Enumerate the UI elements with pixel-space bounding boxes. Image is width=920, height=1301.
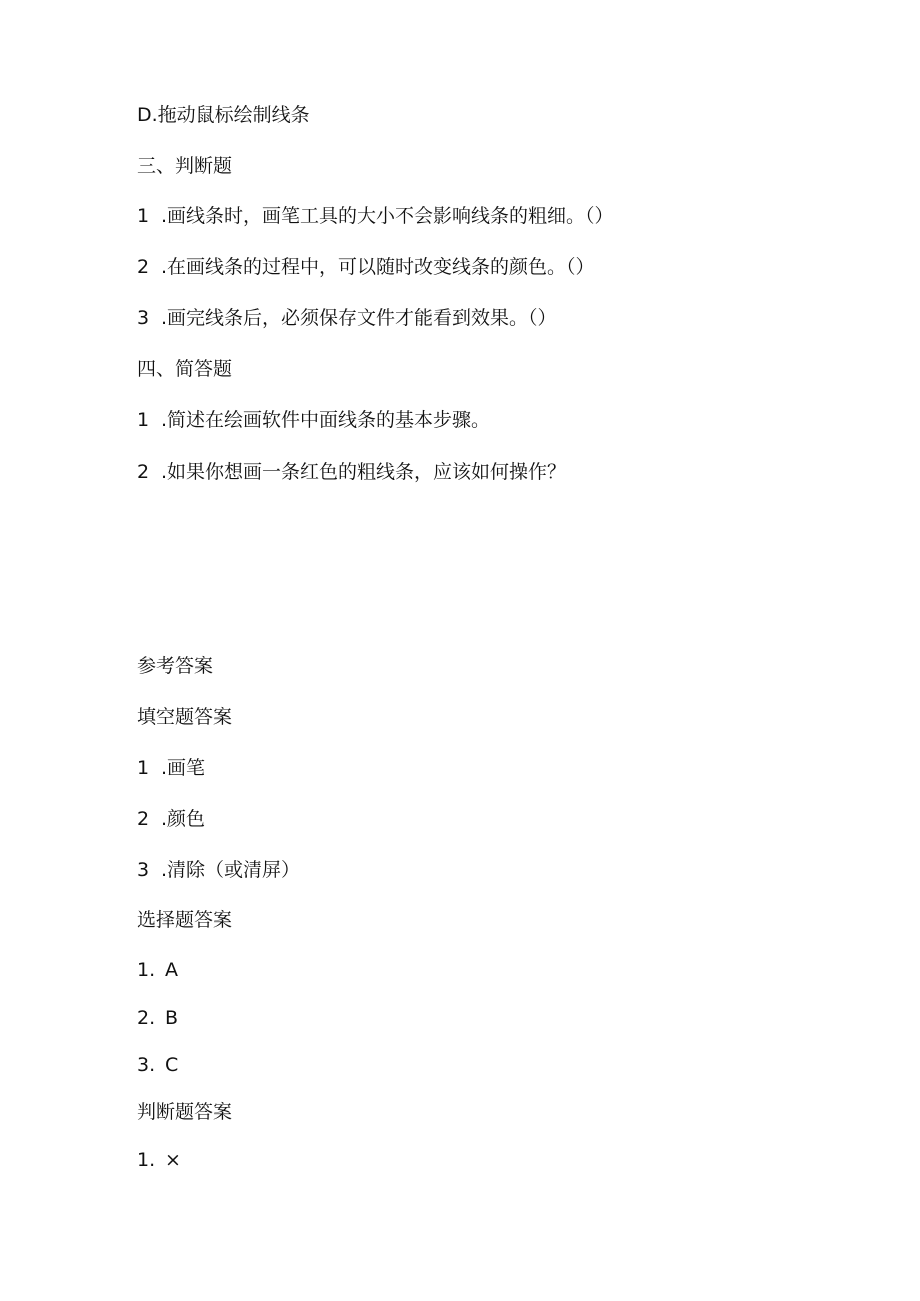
fill-blank-answers-heading: 填空题答案 [137, 706, 233, 728]
question-number: 2 [137, 256, 150, 278]
answer-text: × [165, 1149, 181, 1171]
question-number: 3 [137, 307, 150, 329]
short-answer-question-2 [137, 460, 566, 484]
answer-number: 3 [137, 859, 150, 881]
judgment-answer-1 [137, 1148, 181, 1172]
question-number: 2 [137, 461, 150, 483]
fill-blank-answer-2 [137, 807, 205, 831]
judgment-answers-heading: 判断题答案 [137, 1101, 233, 1123]
question-text: .画完线条后，必须保存文件才能看到效果。（） [161, 307, 557, 329]
answer-number: 1 [137, 757, 150, 779]
answer-text: .画笔 [161, 757, 206, 779]
question-text: .画线条时，画笔工具的大小不会影响线条的粗细。（） [161, 205, 614, 227]
judgment-question-1 [137, 204, 614, 228]
judgment-question-2 [137, 255, 595, 279]
choice-answer-1 [137, 958, 178, 982]
fill-blank-answer-1 [137, 756, 205, 780]
answer-number: 3. [137, 1054, 156, 1076]
judgment-question-3 [137, 306, 557, 330]
answer-text: B [165, 1007, 179, 1029]
short-answer-heading: 四、简答题 [137, 358, 233, 380]
answer-text: .颜色 [161, 808, 206, 830]
answer-number: 2 [137, 808, 150, 830]
choice-answer-2 [137, 1006, 178, 1030]
short-answer-question-1 [137, 408, 490, 432]
choice-answers-heading: 选择题答案 [137, 909, 233, 931]
answer-text: A [165, 959, 178, 981]
answers-heading: 参考答案 [137, 655, 214, 677]
choice-answer-3 [137, 1053, 178, 1077]
judgment-heading: 三、判断题 [137, 155, 233, 177]
question-text: .如果你想画一条红色的粗线条，应该如何操作？ [161, 461, 567, 483]
question-number: 1 [137, 205, 150, 227]
answer-number: 1. [137, 959, 156, 981]
question-text: .在画线条的过程中，可以随时改变线条的颜色。（） [161, 256, 595, 278]
answer-number: 1. [137, 1149, 156, 1171]
question-text: .简述在绘画软件中面线条的基本步骤。 [161, 409, 491, 431]
option-d: D.拖动鼠标绘制线条 [137, 104, 310, 126]
answer-text: C [165, 1054, 179, 1076]
fill-blank-answer-3 [137, 858, 300, 882]
answer-text: .清除（或清屏） [161, 859, 301, 881]
question-number: 1 [137, 409, 150, 431]
answer-number: 2. [137, 1007, 156, 1029]
